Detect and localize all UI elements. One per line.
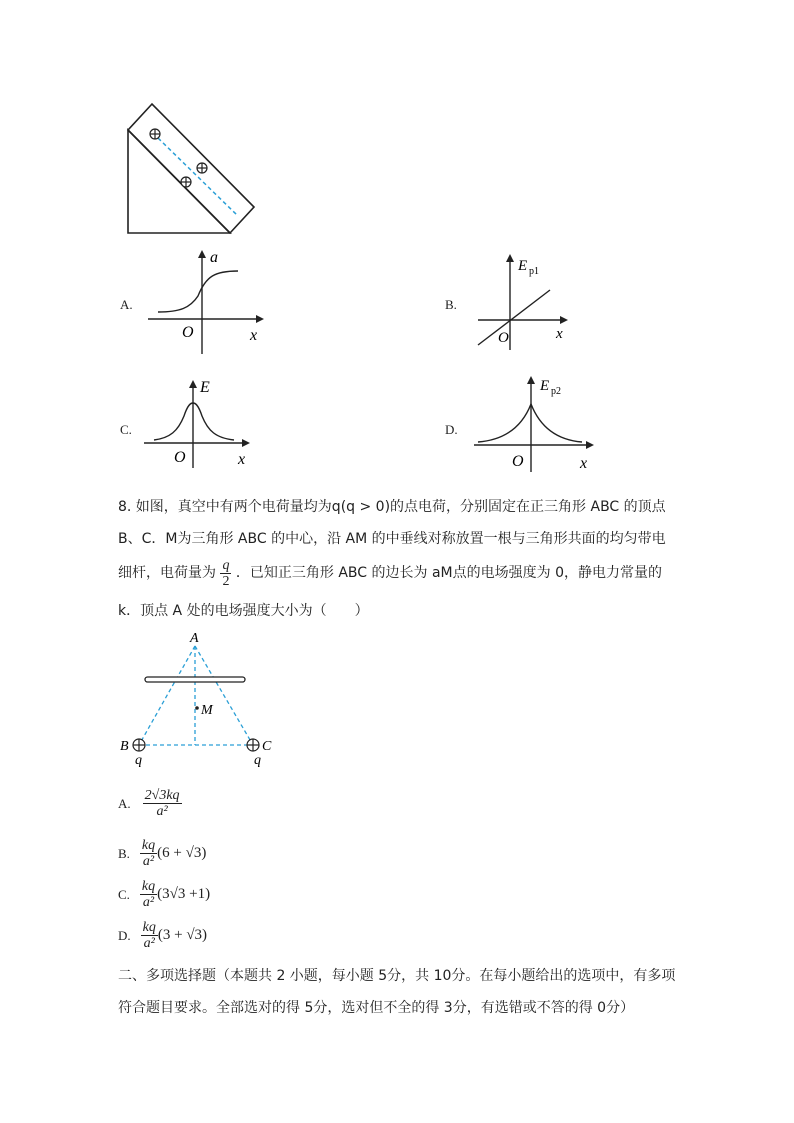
charge-plus-icon — [181, 177, 191, 187]
center-m-label: M — [201, 703, 213, 718]
q8-line3-pre: 细杆，电荷量为 — [118, 565, 216, 581]
section2-line1: 二、多项选择题（本题共 2 小题，每小题 5分，共 10分。在每小题给出的选项中，有多项 — [118, 968, 676, 984]
q8-line1: 8. 如图，真空中有两个电荷量均为q(q > 0)的点电荷，分别固定在正三角形 ABC 的顶点 — [118, 499, 666, 515]
q8-option-d[interactable]: D. $\frac{kq}{\text{a²}}$ (3 + √3) — [118, 920, 208, 951]
option-a-letter: A. — [120, 297, 133, 312]
graph-a — [140, 246, 270, 356]
option-fraction: $\frac{kq}{\text{a²}}$ — [142, 920, 156, 951]
axis-x-label: x — [250, 327, 258, 344]
origin-label: O — [174, 449, 186, 466]
triangle-figure — [115, 628, 285, 770]
axis-e-label: E — [200, 379, 210, 396]
charged-rod — [145, 677, 245, 682]
origin-label: O — [182, 324, 194, 341]
incline-figure — [120, 98, 265, 238]
axis-ep1-sub: p1 — [529, 266, 539, 277]
charge-q-label: q — [254, 753, 261, 768]
q-over-2-fraction: $\frac{q}{2}$ — [222, 557, 230, 589]
vertex-a-label: A — [190, 631, 199, 646]
q8-option-c[interactable]: C. $\frac{kq}{\text{a²}}$ (3√3 +1) — [118, 879, 211, 910]
option-c-letter: C. — [120, 422, 132, 437]
axis-x-label: x — [238, 451, 246, 468]
graph-d — [470, 372, 600, 472]
option-fraction: $\frac{kq}{\text{a²}}$ — [141, 879, 156, 910]
option-d-letter: D. — [445, 422, 458, 437]
origin-label: O — [512, 453, 524, 470]
axis-x-label: x — [556, 326, 563, 342]
q8-line3-post: ．已知正三角形 ABC 的边长为 aM点的电场强度为 0，静电力常量的 — [235, 565, 662, 581]
q8-option-b[interactable]: B. $\frac{kq}{\text{a²}}$ (6 + √3) — [118, 838, 207, 869]
q8-line3 — [118, 557, 678, 589]
charge-q-label: q — [135, 753, 142, 768]
charge-plus-icon — [150, 129, 160, 139]
q8-line4: k．顶点 A 处的电场强度大小为（ ） — [118, 603, 369, 619]
axis-ep2-sub: p2 — [551, 386, 561, 397]
q8-line2: B、C．M为三角形 ABC 的中心，沿 AM 的中垂线对称放置一根与三角形共面的均匀带电 — [118, 531, 666, 547]
axis-a-label: a — [210, 249, 218, 266]
axis-x-label: x — [580, 455, 588, 472]
charge-plus-icon — [247, 739, 259, 751]
graph-b — [470, 250, 600, 350]
graph-c — [140, 376, 270, 471]
axis-ep1-label: E — [518, 258, 528, 274]
option-b-letter: B. — [445, 297, 457, 312]
axis-ep2-label: E — [540, 378, 550, 394]
origin-label: O — [498, 330, 509, 346]
charge-plus-icon — [197, 163, 207, 173]
vertex-b-label: B — [120, 739, 129, 754]
q8-option-a[interactable]: A. $\frac{2√3kq}{\text{a²}}$ — [118, 788, 180, 819]
charge-plus-icon — [133, 739, 145, 751]
option-fraction: $\frac{2√3kq}{\text{a²}}$ — [144, 788, 180, 819]
vertex-c-label: C — [262, 739, 272, 754]
option-fraction: $\frac{kq}{\text{a²}}$ — [141, 838, 156, 869]
section2-line2: 符合题目要求。全部选对的得 5分，选对但不全的得 3分，有选错或不答的得 0分） — [118, 1000, 635, 1016]
